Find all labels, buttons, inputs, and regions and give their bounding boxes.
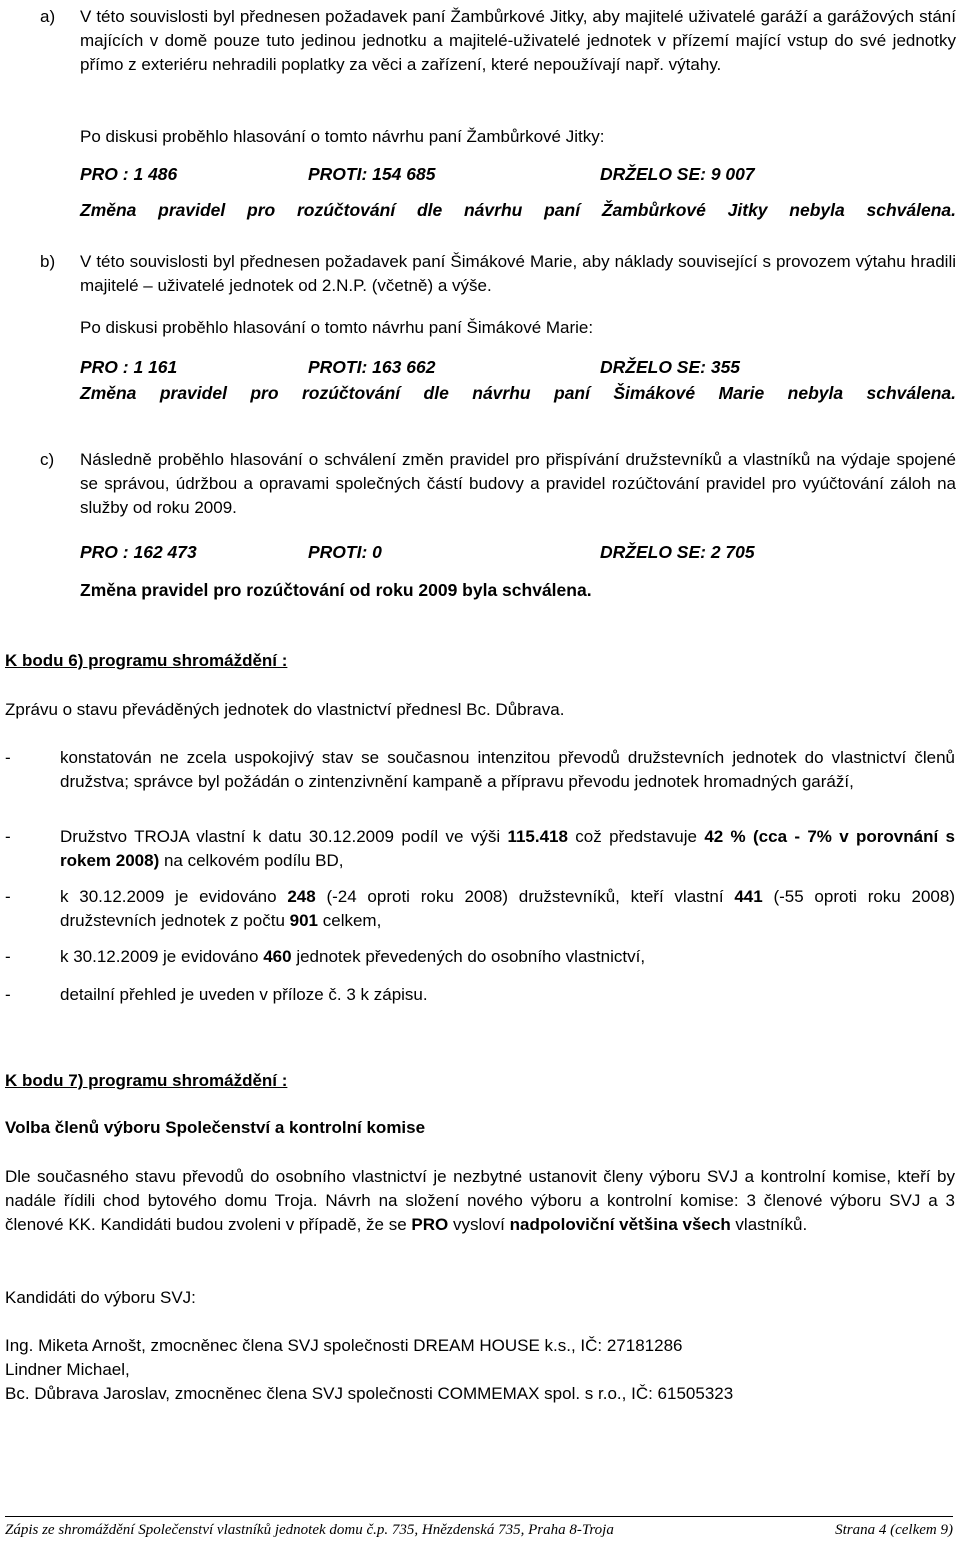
section-a-vote xyxy=(80,162,956,186)
candidate-item: Lindner Michael, xyxy=(5,1360,130,1379)
section-b-marker: b) xyxy=(40,252,56,271)
bod6-bullet-1 xyxy=(5,746,955,794)
section-b xyxy=(40,250,956,298)
vote-drzelo: DRŽELO SE: 355 xyxy=(600,357,741,377)
dash-marker: - xyxy=(5,748,11,767)
bullet-text: detailní přehled je uveden v příloze č. 3 k zápisu. xyxy=(60,985,428,1004)
bod6-bullet-2 xyxy=(5,825,955,873)
section-b-text: V této souvislosti byl přednesen požadavek paní Šimákové Marie, aby náklady související s provozem výtahu hradili majitelé – uživatelé jednotek od 2.N.P. (včetně) a výše. xyxy=(80,252,956,295)
section-a-marker: a) xyxy=(40,7,56,26)
footer-divider xyxy=(5,1516,953,1517)
section-a xyxy=(40,5,956,77)
dash-marker: - xyxy=(5,827,11,846)
section-b-result: Změna pravidel pro rozúčtování dle návrhu paní Šimákové Marie nebyla schválena. xyxy=(80,383,956,403)
bullet-text: konstatován ne zcela uspokojivý stav se současnou intenzitou převodů družstevních jednotek do vlastnictví členů družstva; správce byl požádán o zintenzivnění kampaně a přípravu převodu jednotek hromadných garáží, xyxy=(60,748,955,791)
section-b-vote xyxy=(80,355,956,379)
section-b-discussion: Po diskusi proběhlo hlasování o tomto návrhu paní Šimákové Marie: xyxy=(80,318,594,337)
bod7-paragraph: Dle současného stavu převodů do osobního vlastnictví je nezbytné ustanovit členy výboru SVJ a kontrolní komise, kteří by nadále řídili chod bytového domu Troja. Návrh na složení nového výboru a kontrolní komise: 3 členové výboru SVJ a 3 členové KK. Kandidáti budou zvoleni v případě, že se PRO vysloví nadpoloviční většina všech vlastníků. xyxy=(5,1167,955,1234)
section-c-result: Změna pravidel pro rozúčtování od roku 2009 byla schválena. xyxy=(80,580,592,600)
bullet-text: Družstvo TROJA vlastní k datu 30.12.2009 podíl ve výši 115.418 což představuje 42 % (cca - 7% v porovnání s rokem 2008) na celkovém podílu BD, xyxy=(60,827,955,870)
vote-pro: PRO : 162 473 xyxy=(80,542,197,562)
section-a-text: V této souvislosti byl přednesen požadavek paní Žambůrkové Jitky, aby majitelé uživatelé garáží a garážových stání majících v domě pouze tuto jedinou jednotku a majitelé-uživatelé jednotek v přízemí mající vstup do své jednotky přímo z exteriéru nehradili poplatky za věci a zařízení, které nepoužívají např. výtahy. xyxy=(80,7,956,74)
section-a-result: Změna pravidel pro rozúčtování dle návrhu paní Žambůrkové Jitky nebyla schválena. xyxy=(80,200,956,220)
section-c-vote xyxy=(80,540,956,564)
vote-drzelo: DRŽELO SE: 9 007 xyxy=(600,164,755,184)
vote-proti: PROTI: 154 685 xyxy=(308,164,436,184)
vote-pro: PRO : 1 161 xyxy=(80,357,178,377)
bod6-intro: Zprávu o stavu převáděných jednotek do vlastnictví přednesl Bc. Důbrava. xyxy=(5,700,565,719)
bullet-text: k 30.12.2009 je evidováno 248 (-24 oproti roku 2008) družstevníků, kteří vlastní 441 (-55 oproti roku 2008) družstevních jednotek z počtu 901 celkem, xyxy=(60,887,955,930)
vote-proti: PROTI: 163 662 xyxy=(308,357,436,377)
page-footer xyxy=(5,1520,953,1540)
dash-marker: - xyxy=(5,887,11,906)
bod6-bullet-5 xyxy=(5,983,955,1007)
bod7-subheading: Volba členů výboru Společenství a kontrolní komise xyxy=(5,1118,426,1137)
bod6-bullet-3 xyxy=(5,885,955,933)
dash-marker: - xyxy=(5,947,11,966)
candidate-item: Ing. Miketa Arnošt, zmocněnec člena SVJ společnosti DREAM HOUSE k.s., IČ: 27181286 xyxy=(5,1336,683,1355)
section-c-marker: c) xyxy=(40,450,55,469)
candidates-label: Kandidáti do výboru SVJ: xyxy=(5,1288,196,1307)
footer-page-number: Strana 4 (celkem 9) xyxy=(835,1522,953,1538)
section-c-text: Následně proběhlo hlasování o schválení změn pravidel pro přispívání družstevníků a vlastníků na výdaje spojené se správou, údržbou a opravami společných částí budovy a pravidel rozúčtování pravidel pro vyúčtování záloh na služby od roku 2009. xyxy=(80,450,956,517)
vote-pro: PRO : 1 486 xyxy=(80,164,178,184)
bod6-heading: K bodu 6) programu shromáždění : xyxy=(5,651,288,670)
section-a-discussion: Po diskusi proběhlo hlasování o tomto návrhu paní Žambůrkové Jitky: xyxy=(80,127,605,146)
bullet-text: k 30.12.2009 je evidováno 460 jednotek převedených do osobního vlastnictví, xyxy=(60,947,646,966)
section-c xyxy=(40,448,956,520)
bod6-bullet-4 xyxy=(5,945,955,969)
bod7-heading: K bodu 7) programu shromáždění : xyxy=(5,1071,288,1090)
candidate-item: Bc. Důbrava Jaroslav, zmocněnec člena SVJ společnosti COMMEMAX spol. s r.o., IČ: 61505323 xyxy=(5,1384,734,1403)
vote-drzelo: DRŽELO SE: 2 705 xyxy=(600,542,755,562)
dash-marker: - xyxy=(5,985,11,1004)
footer-document-title: Zápis ze shromáždění Společenství vlastníků jednotek domu č.p. 735, Hnězdenská 735, Praha 8-Troja xyxy=(5,1522,614,1538)
vote-proti: PROTI: 0 xyxy=(308,542,382,562)
